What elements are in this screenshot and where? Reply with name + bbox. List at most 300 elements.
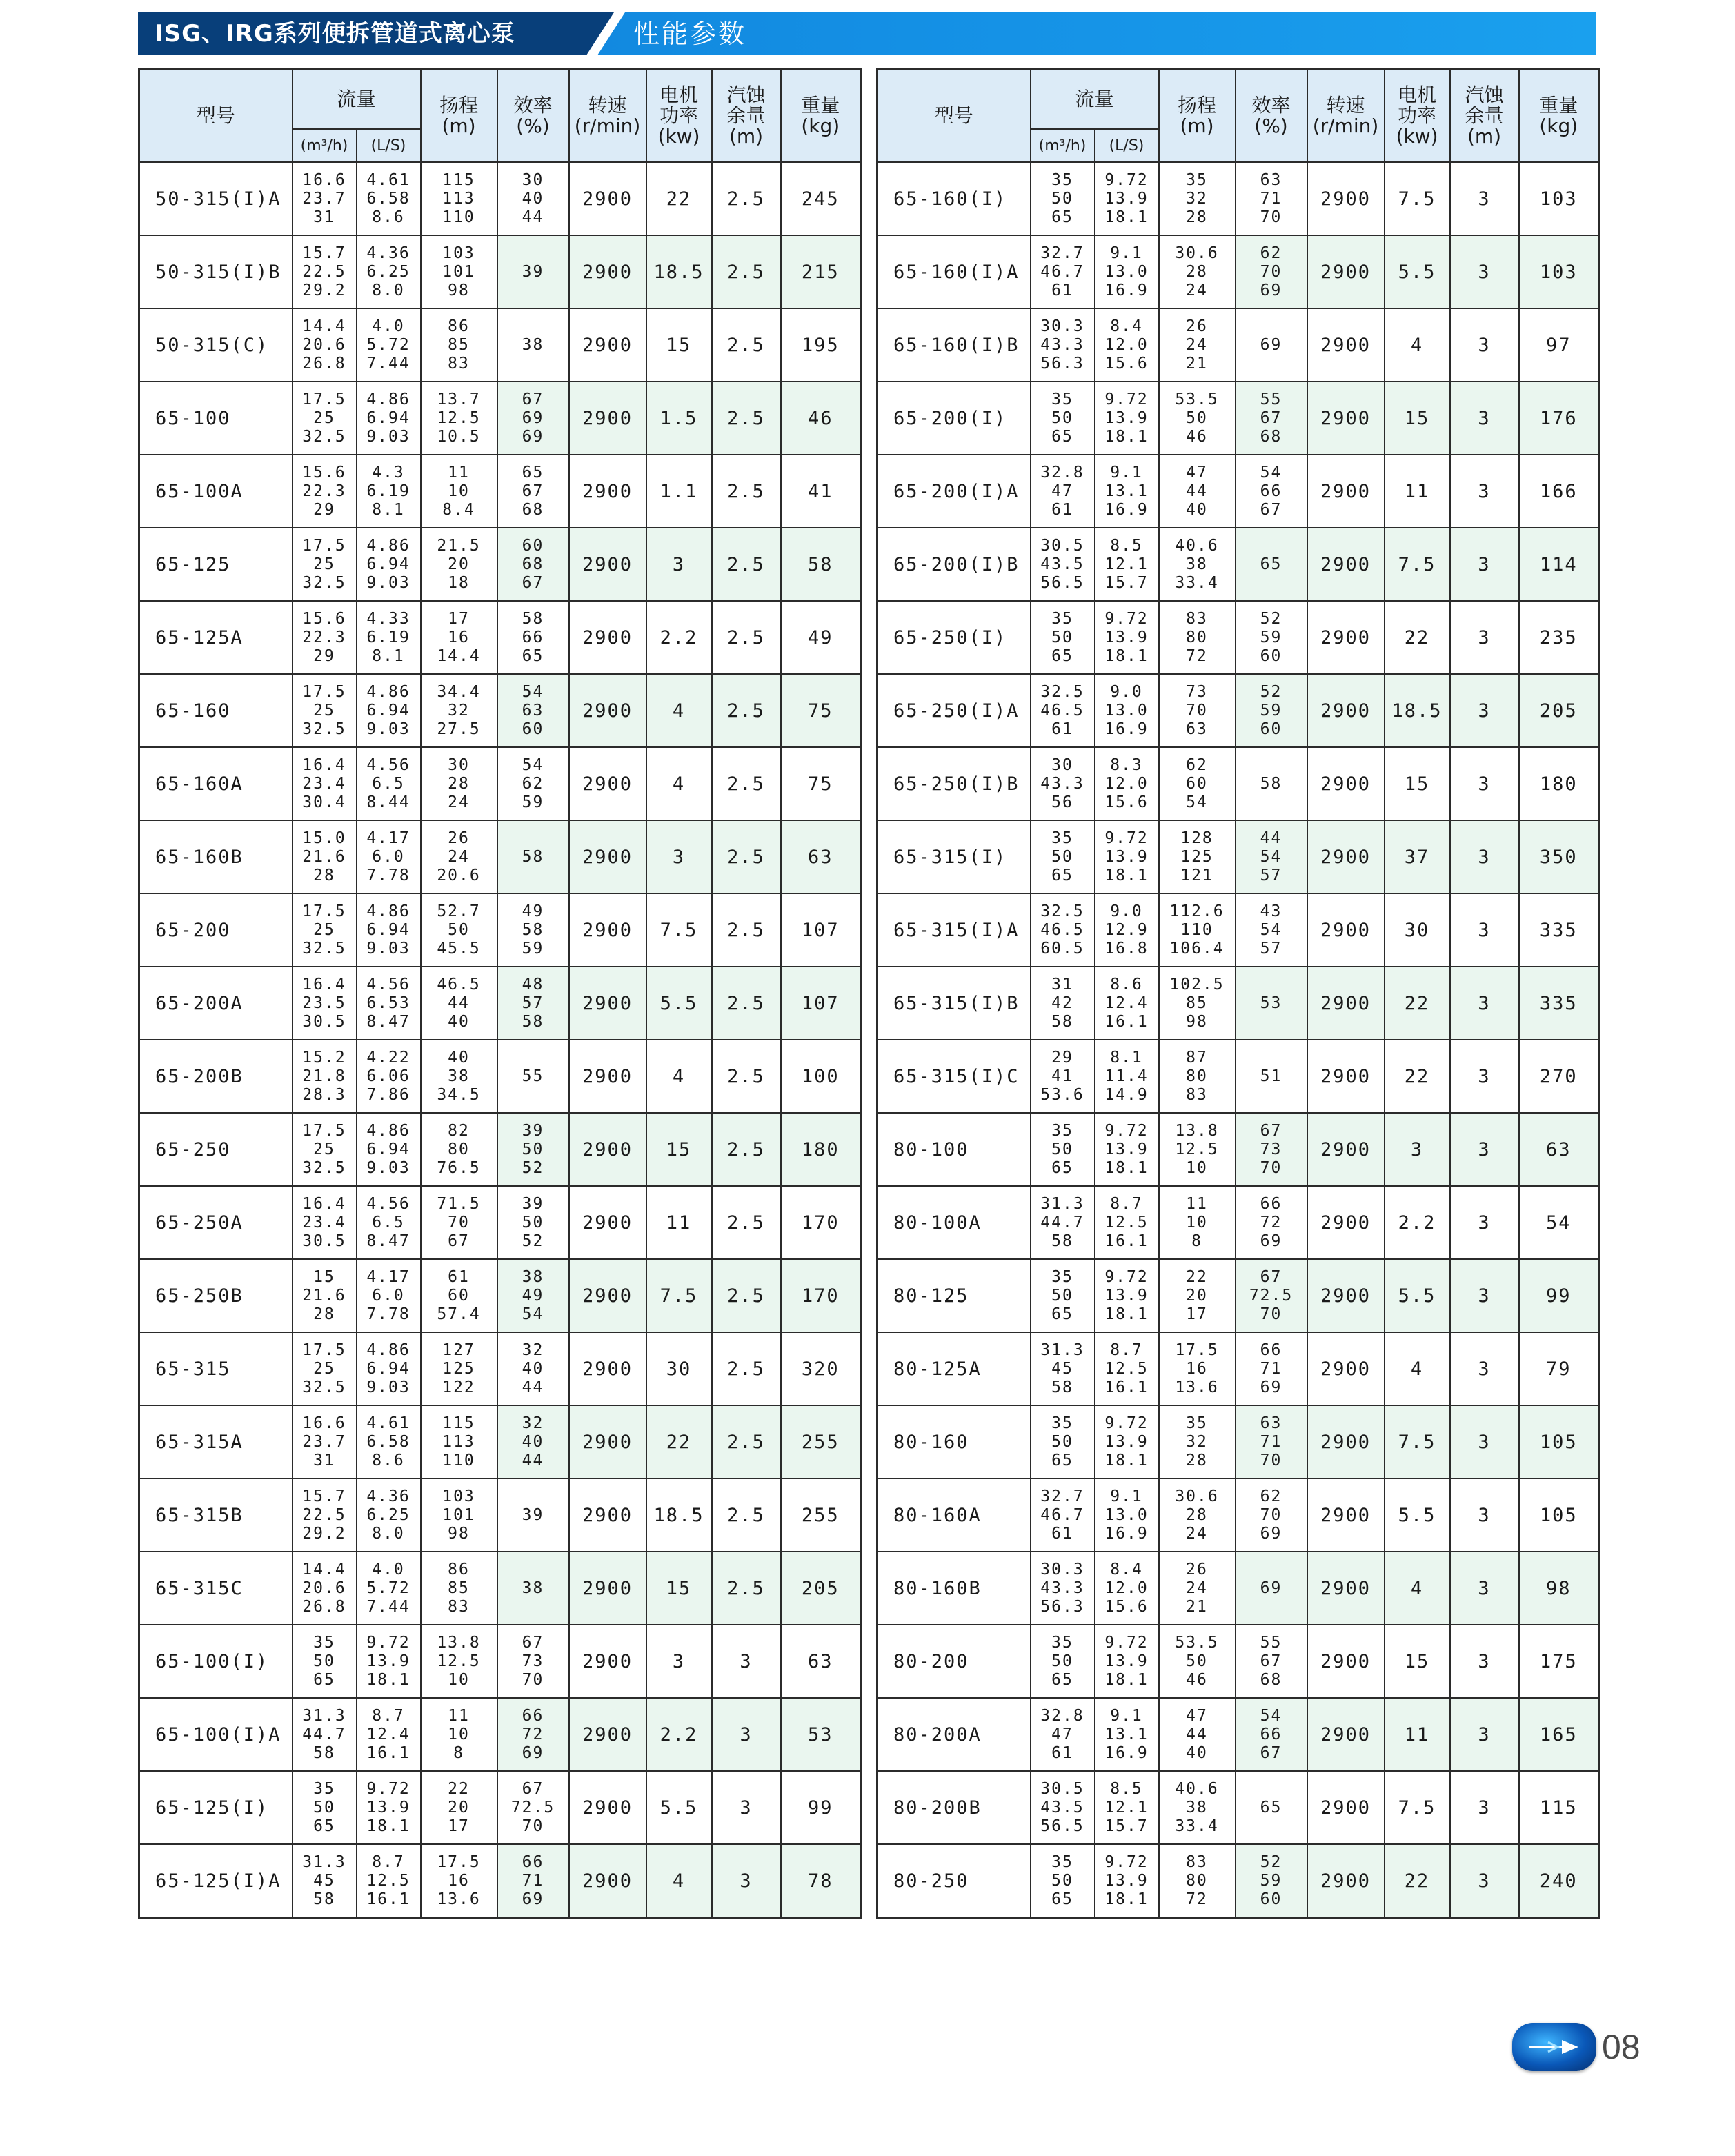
- efficiency-cell: 55 67 68: [1236, 1625, 1307, 1698]
- table-row: [139, 1625, 861, 1698]
- flow-m3h-cell: 32.5 46.5 60.5: [1031, 893, 1095, 967]
- flow-m3h-cell: 31.3 45 58: [1031, 1332, 1095, 1405]
- head-cell: 30.6 28 24: [1159, 1478, 1236, 1552]
- table-row: [139, 455, 861, 528]
- power-cell: 3: [646, 820, 712, 893]
- model-cell: 65-160: [139, 674, 293, 747]
- weight-cell: 99: [781, 1771, 861, 1844]
- flow-ls-cell: 9.72 13.9 18.1: [357, 1771, 421, 1844]
- header-speed: 转速 (r/min): [1307, 70, 1385, 163]
- weight-cell: 63: [781, 1625, 861, 1698]
- table-row: [139, 820, 861, 893]
- power-cell: 18.5: [1385, 674, 1450, 747]
- weight-cell: 63: [1519, 1113, 1599, 1186]
- weight-cell: 58: [781, 528, 861, 601]
- model-cell: 80-200B: [878, 1771, 1031, 1844]
- power-cell: 2.2: [646, 1698, 712, 1771]
- efficiency-cell: 69: [1236, 1552, 1307, 1625]
- weight-cell: 53: [781, 1698, 861, 1771]
- flow-m3h-cell: 16.6 23.7 31: [293, 162, 357, 235]
- header-flow-m3h: (m³/h): [1031, 129, 1095, 162]
- flow-m3h-cell: 35 50 65: [1031, 1625, 1095, 1698]
- flow-ls-cell: 4.56 6.5 8.44: [357, 747, 421, 820]
- weight-cell: 115: [1519, 1771, 1599, 1844]
- npsh-cell: 3: [1450, 235, 1519, 308]
- head-cell: 26 24 21: [1159, 308, 1236, 382]
- power-cell: 5.5: [646, 1771, 712, 1844]
- model-cell: 65-315(I)C: [878, 1040, 1031, 1113]
- weight-cell: 75: [781, 747, 861, 820]
- power-cell: 18.5: [646, 1478, 712, 1552]
- power-cell: 11: [1385, 455, 1450, 528]
- table-row: [878, 1698, 1599, 1771]
- table-row: [139, 674, 861, 747]
- power-cell: 7.5: [646, 1259, 712, 1332]
- model-cell: 50-315(I)A: [139, 162, 293, 235]
- header-flow-m3h: (m³/h): [293, 129, 357, 162]
- head-cell: 102.5 85 98: [1159, 967, 1236, 1040]
- speed-cell: 2900: [569, 162, 646, 235]
- npsh-cell: 3: [712, 1698, 781, 1771]
- speed-cell: 2900: [1307, 382, 1385, 455]
- table-row: [139, 1332, 861, 1405]
- efficiency-cell: 66 71 69: [497, 1844, 569, 1918]
- npsh-cell: 3: [1450, 1113, 1519, 1186]
- power-cell: 5.5: [646, 967, 712, 1040]
- weight-cell: 195: [781, 308, 861, 382]
- npsh-cell: 3: [1450, 1186, 1519, 1259]
- flow-m3h-cell: 15.6 22.3 29: [293, 601, 357, 674]
- npsh-cell: 3: [712, 1771, 781, 1844]
- weight-cell: 100: [781, 1040, 861, 1113]
- model-cell: 65-100: [139, 382, 293, 455]
- model-cell: 80-200A: [878, 1698, 1031, 1771]
- speed-cell: 2900: [1307, 1040, 1385, 1113]
- header-efficiency: 效率 (%): [1236, 70, 1307, 163]
- head-cell: 17.5 16 13.6: [1159, 1332, 1236, 1405]
- head-cell: 115 113 110: [421, 1405, 497, 1478]
- table-row: [139, 1405, 861, 1478]
- weight-cell: 97: [1519, 308, 1599, 382]
- power-cell: 1.5: [646, 382, 712, 455]
- flow-ls-cell: 8.5 12.1 15.7: [1095, 1771, 1159, 1844]
- series-title: ISG、IRG系列便拆管道式离心泵: [155, 20, 515, 48]
- flow-m3h-cell: 35 50 65: [1031, 601, 1095, 674]
- speed-cell: 2900: [569, 1478, 646, 1552]
- table-row: [139, 308, 861, 382]
- speed-cell: 2900: [1307, 235, 1385, 308]
- weight-cell: 46: [781, 382, 861, 455]
- model-cell: 65-200(I)A: [878, 455, 1031, 528]
- power-cell: 18.5: [646, 235, 712, 308]
- model-cell: 50-315(C): [139, 308, 293, 382]
- table-row: [878, 382, 1599, 455]
- header-npsh: 汽蚀 余量 (m): [1450, 70, 1519, 163]
- efficiency-cell: 65: [1236, 1771, 1307, 1844]
- flow-m3h-cell: 32.8 47 61: [1031, 455, 1095, 528]
- flow-ls-cell: 9.72 13.9 18.1: [1095, 1405, 1159, 1478]
- power-cell: 5.5: [1385, 1478, 1450, 1552]
- power-cell: 7.5: [1385, 1405, 1450, 1478]
- npsh-cell: 3: [712, 1844, 781, 1918]
- model-cell: 65-200: [139, 893, 293, 967]
- power-cell: 22: [1385, 601, 1450, 674]
- speed-cell: 2900: [569, 1040, 646, 1113]
- weight-cell: 255: [781, 1478, 861, 1552]
- npsh-cell: 2.5: [712, 1259, 781, 1332]
- efficiency-cell: 63 71 70: [1236, 162, 1307, 235]
- model-cell: 65-125(I): [139, 1771, 293, 1844]
- table-row: [878, 1478, 1599, 1552]
- flow-ls-cell: 8.1 11.4 14.9: [1095, 1040, 1159, 1113]
- flow-m3h-cell: 15.6 22.3 29: [293, 455, 357, 528]
- efficiency-cell: 43 54 57: [1236, 893, 1307, 967]
- weight-cell: 180: [1519, 747, 1599, 820]
- table-row: [139, 1113, 861, 1186]
- table-body-left: [139, 162, 861, 1918]
- npsh-cell: 3: [1450, 382, 1519, 455]
- efficiency-cell: 54 63 60: [497, 674, 569, 747]
- npsh-cell: 2.5: [712, 674, 781, 747]
- head-cell: 13.7 12.5 10.5: [421, 382, 497, 455]
- efficiency-cell: 39 50 52: [497, 1113, 569, 1186]
- header-flow: 流量: [293, 70, 421, 130]
- model-cell: 65-160A: [139, 747, 293, 820]
- flow-ls-cell: 8.6 12.4 16.1: [1095, 967, 1159, 1040]
- speed-cell: 2900: [1307, 1332, 1385, 1405]
- efficiency-cell: 55 67 68: [1236, 382, 1307, 455]
- efficiency-cell: 39 50 52: [497, 1186, 569, 1259]
- efficiency-cell: 44 54 57: [1236, 820, 1307, 893]
- speed-cell: 2900: [569, 455, 646, 528]
- power-cell: 4: [1385, 308, 1450, 382]
- flow-m3h-cell: 31.3 44.7 58: [1031, 1186, 1095, 1259]
- weight-cell: 54: [1519, 1186, 1599, 1259]
- power-cell: 22: [1385, 967, 1450, 1040]
- npsh-cell: 2.5: [712, 820, 781, 893]
- efficiency-cell: 32 40 44: [497, 1332, 569, 1405]
- flow-ls-cell: 4.61 6.58 8.6: [357, 162, 421, 235]
- power-cell: 5.5: [1385, 235, 1450, 308]
- table-row: [878, 1625, 1599, 1698]
- flow-ls-cell: 8.3 12.0 15.6: [1095, 747, 1159, 820]
- table-row: [139, 1771, 861, 1844]
- speed-cell: 2900: [569, 1113, 646, 1186]
- npsh-cell: 2.5: [712, 455, 781, 528]
- efficiency-cell: 66 71 69: [1236, 1332, 1307, 1405]
- head-cell: 22 20 17: [1159, 1259, 1236, 1332]
- speed-cell: 2900: [1307, 528, 1385, 601]
- flow-m3h-cell: 35 50 65: [1031, 1844, 1095, 1918]
- npsh-cell: 3: [1450, 601, 1519, 674]
- table-row: [878, 1186, 1599, 1259]
- efficiency-cell: 66 72 69: [497, 1698, 569, 1771]
- flow-m3h-cell: 15 21.6 28: [293, 1259, 357, 1332]
- flow-m3h-cell: 30.5 43.5 56.5: [1031, 1771, 1095, 1844]
- npsh-cell: 2.5: [712, 382, 781, 455]
- flow-ls-cell: 4.86 6.94 9.03: [357, 893, 421, 967]
- speed-cell: 2900: [569, 528, 646, 601]
- model-cell: 80-160A: [878, 1478, 1031, 1552]
- table-row: [878, 1040, 1599, 1113]
- npsh-cell: 3: [1450, 967, 1519, 1040]
- speed-cell: 2900: [1307, 747, 1385, 820]
- weight-cell: 103: [1519, 235, 1599, 308]
- efficiency-cell: 38 49 54: [497, 1259, 569, 1332]
- weight-cell: 180: [781, 1113, 861, 1186]
- power-cell: 5.5: [1385, 1259, 1450, 1332]
- weight-cell: 240: [1519, 1844, 1599, 1918]
- speed-cell: 2900: [569, 308, 646, 382]
- flow-m3h-cell: 29 41 53.6: [1031, 1040, 1095, 1113]
- power-cell: 11: [1385, 1698, 1450, 1771]
- npsh-cell: 3: [1450, 893, 1519, 967]
- head-cell: 40.6 38 33.4: [1159, 528, 1236, 601]
- flow-m3h-cell: 32.5 46.5 61: [1031, 674, 1095, 747]
- speed-cell: 2900: [569, 1625, 646, 1698]
- head-cell: 13.8 12.5 10: [1159, 1113, 1236, 1186]
- model-cell: 65-250(I)B: [878, 747, 1031, 820]
- table-row: [139, 162, 861, 235]
- power-cell: 3: [646, 1625, 712, 1698]
- flow-ls-cell: 4.86 6.94 9.03: [357, 674, 421, 747]
- efficiency-cell: 32 40 44: [497, 1405, 569, 1478]
- weight-cell: 320: [781, 1332, 861, 1405]
- flow-ls-cell: 8.7 12.5 16.1: [1095, 1332, 1159, 1405]
- head-cell: 86 85 83: [421, 1552, 497, 1625]
- flow-m3h-cell: 30.5 43.5 56.5: [1031, 528, 1095, 601]
- head-cell: 17 16 14.4: [421, 601, 497, 674]
- model-cell: 80-125: [878, 1259, 1031, 1332]
- table-row: [878, 1552, 1599, 1625]
- speed-cell: 2900: [569, 1259, 646, 1332]
- flow-m3h-cell: 17.5 25 32.5: [293, 674, 357, 747]
- flow-ls-cell: 4.0 5.72 7.44: [357, 308, 421, 382]
- speed-cell: 2900: [1307, 308, 1385, 382]
- weight-cell: 176: [1519, 382, 1599, 455]
- power-cell: 2.2: [1385, 1186, 1450, 1259]
- flow-ls-cell: 9.1 13.1 16.9: [1095, 1698, 1159, 1771]
- weight-cell: 114: [1519, 528, 1599, 601]
- table-row: [139, 893, 861, 967]
- npsh-cell: 3: [1450, 1698, 1519, 1771]
- head-cell: 46.5 44 40: [421, 967, 497, 1040]
- flow-ls-cell: 9.1 13.0 16.9: [1095, 235, 1159, 308]
- efficiency-cell: 62 70 69: [1236, 1478, 1307, 1552]
- speed-cell: 2900: [1307, 1478, 1385, 1552]
- npsh-cell: 3: [1450, 1332, 1519, 1405]
- performance-table-left: [138, 68, 862, 1919]
- speed-cell: 2900: [1307, 1405, 1385, 1478]
- efficiency-cell: 39: [497, 235, 569, 308]
- header-model: 型号: [878, 70, 1031, 163]
- speed-cell: 2900: [1307, 820, 1385, 893]
- efficiency-cell: 67 73 70: [1236, 1113, 1307, 1186]
- model-cell: 80-160B: [878, 1552, 1031, 1625]
- head-cell: 35 32 28: [1159, 162, 1236, 235]
- head-cell: 11 10 8.4: [421, 455, 497, 528]
- head-cell: 21.5 20 18: [421, 528, 497, 601]
- head-cell: 128 125 121: [1159, 820, 1236, 893]
- model-cell: 80-200: [878, 1625, 1031, 1698]
- flow-ls-cell: 4.86 6.94 9.03: [357, 1332, 421, 1405]
- flow-ls-cell: 9.72 13.9 18.1: [1095, 601, 1159, 674]
- efficiency-cell: 38: [497, 1552, 569, 1625]
- flow-ls-cell: 9.0 12.9 16.8: [1095, 893, 1159, 967]
- npsh-cell: 3: [1450, 1405, 1519, 1478]
- page-header: [138, 12, 1596, 55]
- flow-ls-cell: 8.7 12.5 16.1: [357, 1844, 421, 1918]
- weight-cell: 49: [781, 601, 861, 674]
- speed-cell: 2900: [1307, 1625, 1385, 1698]
- weight-cell: 105: [1519, 1478, 1599, 1552]
- efficiency-cell: 54 66 67: [1236, 455, 1307, 528]
- table-row: [139, 1552, 861, 1625]
- power-cell: 4: [646, 1844, 712, 1918]
- head-cell: 53.5 50 46: [1159, 1625, 1236, 1698]
- npsh-cell: 3: [1450, 455, 1519, 528]
- flow-ls-cell: 8.4 12.0 15.6: [1095, 1552, 1159, 1625]
- table-row: [878, 235, 1599, 308]
- power-cell: 4: [1385, 1332, 1450, 1405]
- model-cell: 65-315(I): [878, 820, 1031, 893]
- power-cell: 15: [646, 1113, 712, 1186]
- speed-cell: 2900: [1307, 1186, 1385, 1259]
- npsh-cell: 3: [1450, 308, 1519, 382]
- npsh-cell: 3: [1450, 674, 1519, 747]
- power-cell: 3: [1385, 1113, 1450, 1186]
- model-cell: 65-250A: [139, 1186, 293, 1259]
- head-cell: 26 24 21: [1159, 1552, 1236, 1625]
- model-cell: 65-200(I): [878, 382, 1031, 455]
- head-cell: 73 70 63: [1159, 674, 1236, 747]
- power-cell: 15: [1385, 1625, 1450, 1698]
- flow-m3h-cell: 32.7 46.7 61: [1031, 235, 1095, 308]
- speed-cell: 2900: [569, 601, 646, 674]
- head-cell: 83 80 72: [1159, 601, 1236, 674]
- speed-cell: 2900: [569, 1186, 646, 1259]
- flow-ls-cell: 9.72 13.9 18.1: [1095, 1844, 1159, 1918]
- table-row: [139, 1040, 861, 1113]
- head-cell: 62 60 54: [1159, 747, 1236, 820]
- table-row: [878, 967, 1599, 1040]
- flow-m3h-cell: 14.4 20.6 26.8: [293, 308, 357, 382]
- npsh-cell: 3: [1450, 747, 1519, 820]
- table-row: [878, 747, 1599, 820]
- table-row: [878, 601, 1599, 674]
- flow-m3h-cell: 35 50 65: [1031, 1259, 1095, 1332]
- head-cell: 87 80 83: [1159, 1040, 1236, 1113]
- flow-ls-cell: 9.72 13.9 18.1: [1095, 1259, 1159, 1332]
- flow-m3h-cell: 16.6 23.7 31: [293, 1405, 357, 1478]
- npsh-cell: 3: [1450, 528, 1519, 601]
- head-cell: 40 38 34.5: [421, 1040, 497, 1113]
- flow-ls-cell: 4.17 6.0 7.78: [357, 820, 421, 893]
- weight-cell: 205: [1519, 674, 1599, 747]
- table-row: [139, 1698, 861, 1771]
- model-cell: 65-160B: [139, 820, 293, 893]
- table-row: [878, 820, 1599, 893]
- npsh-cell: 3: [712, 1625, 781, 1698]
- flow-m3h-cell: 35 50 65: [1031, 820, 1095, 893]
- speed-cell: 2900: [569, 1332, 646, 1405]
- npsh-cell: 2.5: [712, 235, 781, 308]
- table-row: [878, 528, 1599, 601]
- table-row: [139, 1478, 861, 1552]
- weight-cell: 103: [1519, 162, 1599, 235]
- power-cell: 22: [646, 1405, 712, 1478]
- head-cell: 34.4 32 27.5: [421, 674, 497, 747]
- model-cell: 65-315A: [139, 1405, 293, 1478]
- npsh-cell: 2.5: [712, 308, 781, 382]
- efficiency-cell: 69: [1236, 308, 1307, 382]
- flow-m3h-cell: 35 50 65: [1031, 162, 1095, 235]
- power-cell: 2.2: [646, 601, 712, 674]
- speed-cell: 2900: [1307, 162, 1385, 235]
- flow-m3h-cell: 30 43.3 56: [1031, 747, 1095, 820]
- flow-ls-cell: 9.72 13.9 18.1: [1095, 820, 1159, 893]
- speed-cell: 2900: [569, 1844, 646, 1918]
- weight-cell: 79: [1519, 1332, 1599, 1405]
- double-arrow-right-icon: [1527, 2038, 1581, 2056]
- flow-m3h-cell: 15.0 21.6 28: [293, 820, 357, 893]
- efficiency-cell: 30 40 44: [497, 162, 569, 235]
- flow-m3h-cell: 35 50 65: [1031, 382, 1095, 455]
- weight-cell: 107: [781, 967, 861, 1040]
- head-cell: 112.6 110 106.4: [1159, 893, 1236, 967]
- npsh-cell: 2.5: [712, 1332, 781, 1405]
- npsh-cell: 3: [1450, 1771, 1519, 1844]
- head-cell: 47 44 40: [1159, 455, 1236, 528]
- flow-m3h-cell: 35 50 65: [1031, 1405, 1095, 1478]
- efficiency-cell: 52 59 60: [1236, 674, 1307, 747]
- head-cell: 11 10 8: [1159, 1186, 1236, 1259]
- model-cell: 65-315: [139, 1332, 293, 1405]
- efficiency-cell: 58: [1236, 747, 1307, 820]
- header-weight: 重量 (kg): [781, 70, 861, 163]
- flow-ls-cell: 4.36 6.25 8.0: [357, 235, 421, 308]
- table-body-right: [878, 162, 1599, 1918]
- head-cell: 30 28 24: [421, 747, 497, 820]
- model-cell: 65-160(I)A: [878, 235, 1031, 308]
- model-cell: 65-315B: [139, 1478, 293, 1552]
- power-cell: 7.5: [1385, 1771, 1450, 1844]
- weight-cell: 215: [781, 235, 861, 308]
- model-cell: 65-315(I)A: [878, 893, 1031, 967]
- power-cell: 15: [1385, 747, 1450, 820]
- efficiency-cell: 63 71 70: [1236, 1405, 1307, 1478]
- page-number: 08: [1602, 2028, 1640, 2066]
- table-row: [139, 747, 861, 820]
- head-cell: 103 101 98: [421, 235, 497, 308]
- speed-cell: 2900: [569, 1771, 646, 1844]
- speed-cell: 2900: [1307, 1698, 1385, 1771]
- model-cell: 65-160(I): [878, 162, 1031, 235]
- flow-m3h-cell: 17.5 25 32.5: [293, 1113, 357, 1186]
- flow-ls-cell: 8.4 12.0 15.6: [1095, 308, 1159, 382]
- table-row: [139, 1844, 861, 1918]
- section-subtitle: 性能参数: [633, 19, 747, 49]
- weight-cell: 270: [1519, 1040, 1599, 1113]
- header-weight: 重量 (kg): [1519, 70, 1599, 163]
- efficiency-cell: 55: [497, 1040, 569, 1113]
- speed-cell: 2900: [569, 820, 646, 893]
- speed-cell: 2900: [569, 893, 646, 967]
- model-cell: 65-200(I)B: [878, 528, 1031, 601]
- flow-m3h-cell: 32.8 47 61: [1031, 1698, 1095, 1771]
- header-head: 扬程 (m): [1159, 70, 1236, 163]
- model-cell: 80-125A: [878, 1332, 1031, 1405]
